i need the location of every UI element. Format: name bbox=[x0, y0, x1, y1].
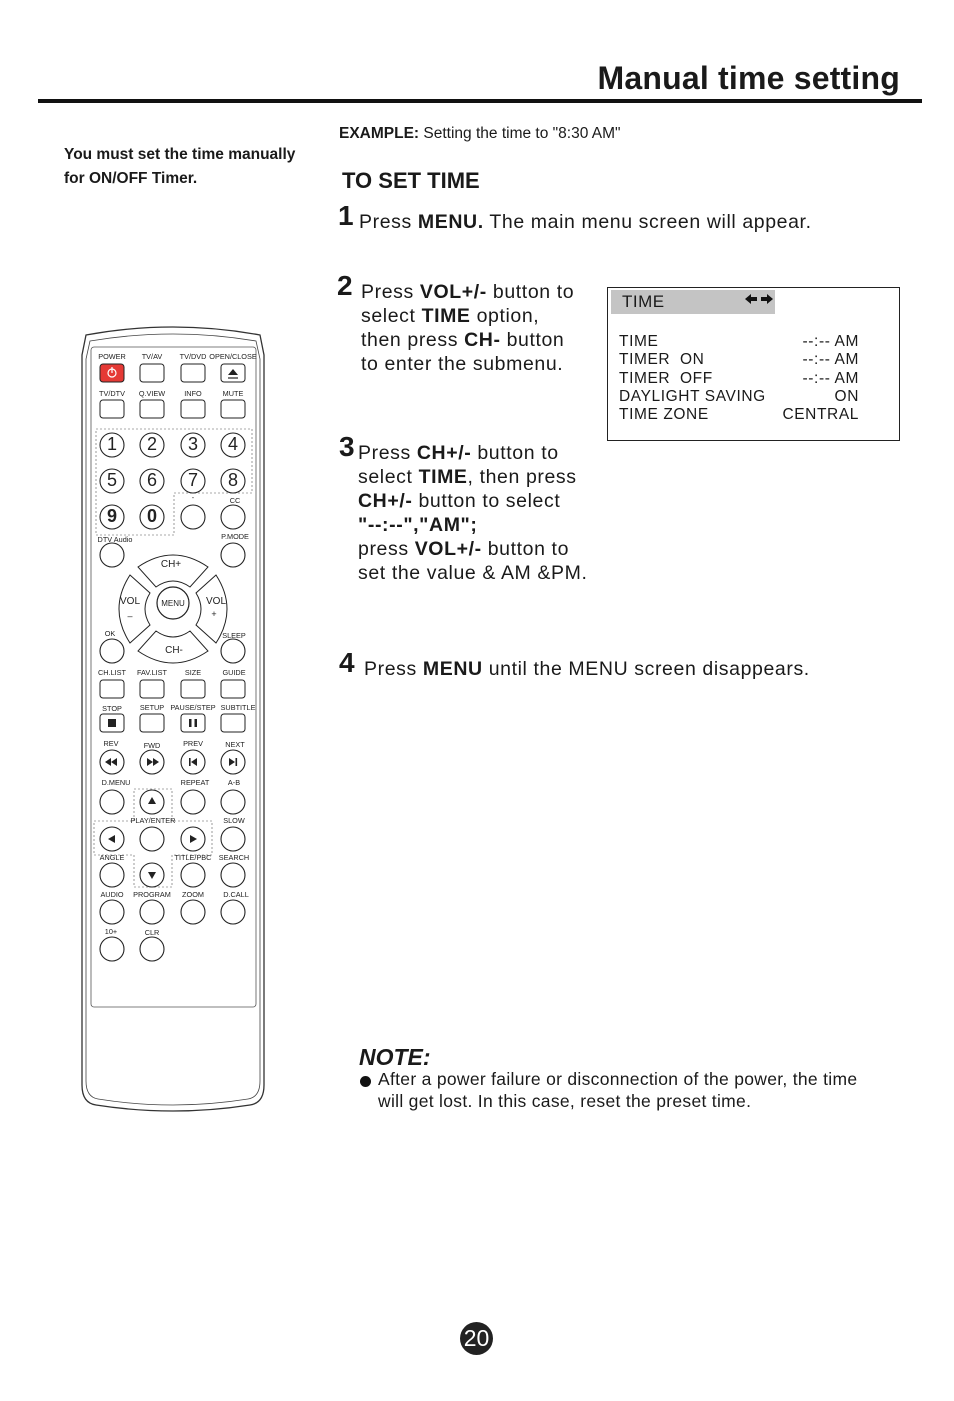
remote-label: CH- bbox=[165, 645, 183, 656]
remote-label: MUTE bbox=[222, 389, 244, 398]
remote-label: PLAY/ENTER bbox=[130, 816, 176, 825]
prev-icon-bar bbox=[189, 758, 191, 766]
tv-dvd-button bbox=[181, 364, 205, 382]
step-line bbox=[361, 328, 574, 352]
side-note bbox=[64, 143, 334, 191]
dvd-button-10 bbox=[181, 863, 205, 887]
remote-label: AUDIO bbox=[100, 890, 124, 899]
function-button-1 bbox=[140, 400, 164, 418]
remote-label: D.CALL bbox=[223, 890, 249, 899]
remote-label: - bbox=[191, 493, 195, 502]
remote-label: D.MENU bbox=[101, 778, 131, 787]
bullet-icon bbox=[360, 1076, 371, 1087]
remote-label: PROGRAM bbox=[133, 890, 171, 899]
dvd-button-13 bbox=[140, 900, 164, 924]
function-button-2 bbox=[181, 400, 205, 418]
step-line bbox=[359, 210, 812, 234]
remote-label: SETUP bbox=[139, 703, 165, 712]
step-segment: then press bbox=[361, 329, 465, 351]
menu-row bbox=[619, 333, 859, 351]
step-segment: set the value & AM &PM. bbox=[358, 562, 588, 584]
dvd-button-14 bbox=[181, 900, 205, 924]
dvd-button-0 bbox=[100, 790, 124, 814]
next-icon-bar bbox=[236, 758, 238, 766]
side-note-line: You must set the time manually bbox=[64, 146, 296, 163]
step-segment: Press bbox=[361, 281, 420, 303]
menu-row-value: --:-- AM bbox=[802, 351, 859, 368]
function-button-3 bbox=[221, 400, 245, 418]
digit-label: 8 bbox=[227, 470, 239, 490]
step-keyword: VOL+/- bbox=[414, 538, 482, 560]
menu-row bbox=[619, 388, 859, 406]
menu-row-label: TIMER ON bbox=[619, 351, 705, 368]
digit-label: 1 bbox=[106, 434, 118, 454]
remote-label: REPEAT bbox=[180, 778, 210, 787]
digit-label: 2 bbox=[146, 434, 158, 454]
remote-label: A-B bbox=[227, 778, 241, 787]
example bbox=[339, 125, 621, 143]
remote-label: TV/AV bbox=[141, 352, 163, 361]
remote-label: SUBTITLE bbox=[220, 703, 256, 712]
step-segment: select bbox=[361, 305, 422, 327]
menu-row bbox=[619, 370, 859, 388]
remote-control-illustration bbox=[80, 325, 266, 1115]
remote-label: CC bbox=[229, 496, 241, 505]
remote-label: CH+ bbox=[160, 559, 182, 570]
step-segment: button bbox=[500, 329, 565, 351]
playback-row-button-1 bbox=[140, 714, 164, 732]
menu-row-label: TIME bbox=[619, 333, 659, 350]
dvd-button-2 bbox=[181, 790, 205, 814]
remote-label: GUIDE bbox=[222, 668, 246, 677]
step-segment: button to bbox=[481, 538, 570, 560]
step-line bbox=[358, 561, 587, 585]
menu-row bbox=[619, 406, 859, 424]
title-rule bbox=[38, 99, 922, 103]
menu-row-label: TIMER OFF bbox=[619, 370, 713, 387]
menu-tab-label: TIME bbox=[622, 292, 665, 311]
function-button-0 bbox=[100, 400, 124, 418]
step-number: 2 bbox=[337, 270, 354, 301]
step-segment: press bbox=[358, 538, 415, 560]
dvd-button-5 bbox=[140, 827, 164, 851]
dvd-button-17 bbox=[140, 937, 164, 961]
menu-row-value: --:-- AM bbox=[802, 333, 859, 350]
step-number: 1 bbox=[338, 200, 355, 231]
step-line bbox=[361, 352, 574, 376]
remote-label: ANGLE bbox=[99, 853, 125, 862]
step-line bbox=[361, 280, 574, 304]
dvd-button-12 bbox=[100, 900, 124, 924]
p-mode-button bbox=[221, 543, 245, 567]
remote-label: OK bbox=[104, 629, 116, 638]
remote-label: STOP bbox=[102, 704, 122, 713]
menu-row-value: ON bbox=[834, 388, 859, 405]
menu-row-label: TIME ZONE bbox=[619, 406, 709, 423]
step-segment: until the MENU screen disappears. bbox=[482, 658, 810, 680]
vol-minus-label: – bbox=[127, 611, 133, 621]
step-keyword: TIME bbox=[421, 305, 471, 327]
step-line bbox=[358, 465, 587, 489]
step-text bbox=[361, 280, 574, 376]
playback-row-button-3 bbox=[221, 714, 245, 732]
digit-label: 6 bbox=[146, 470, 158, 490]
remote-label: FWD bbox=[143, 741, 161, 750]
remote-label: Q.VIEW bbox=[138, 389, 166, 398]
digit-label: 7 bbox=[187, 470, 199, 490]
step-segment: , then press bbox=[467, 466, 577, 488]
remote-label: SLOW bbox=[223, 816, 245, 825]
step-number: 3 bbox=[339, 431, 356, 462]
remote-label: SIZE bbox=[184, 668, 202, 677]
step-number: 4 bbox=[339, 647, 356, 678]
menu-row bbox=[619, 351, 859, 369]
stop-icon bbox=[108, 719, 116, 727]
example-label: EXAMPLE: bbox=[339, 125, 420, 142]
list-row-button-3 bbox=[221, 680, 245, 698]
remote-label: CH.LIST bbox=[98, 668, 126, 677]
remote-label: VOL bbox=[119, 596, 141, 607]
remote-label: REV bbox=[103, 739, 119, 748]
step-keyword: TIME bbox=[418, 466, 468, 488]
step-keyword: CH+/- bbox=[358, 490, 413, 512]
step-text bbox=[358, 441, 587, 585]
remote-label: ZOOM bbox=[182, 890, 204, 899]
remote-label: OPEN/CLOSE bbox=[209, 352, 257, 361]
ok-button bbox=[100, 639, 124, 663]
step-segment: option, bbox=[470, 305, 540, 327]
remote-label: MENU bbox=[161, 599, 185, 608]
menu-row-label: DAYLIGHT SAVING bbox=[619, 388, 766, 405]
remote-label: DTV Audio bbox=[97, 535, 133, 544]
step-segment: select bbox=[358, 466, 419, 488]
side-note-line: for ON/OFF Timer. bbox=[64, 170, 198, 187]
dvd-button-3 bbox=[221, 790, 245, 814]
dvd-button-11 bbox=[221, 863, 245, 887]
dvd-button-15 bbox=[221, 900, 245, 924]
step-keyword: MENU. bbox=[417, 211, 484, 233]
list-row-button-2 bbox=[181, 680, 205, 698]
remote-label: TV/DTV bbox=[99, 389, 125, 398]
section-heading: TO SET TIME bbox=[342, 168, 480, 193]
step-line bbox=[358, 441, 587, 465]
cc-button bbox=[221, 505, 245, 529]
step-segment: button to select bbox=[412, 490, 561, 512]
remote-label: SLEEP bbox=[222, 631, 246, 640]
step-segment: The main menu screen will appear. bbox=[483, 211, 812, 233]
page-number: 20 bbox=[460, 1322, 493, 1355]
remote-label: INFO bbox=[184, 389, 202, 398]
dvd-button-8 bbox=[100, 863, 124, 887]
pause-icon-b bbox=[195, 719, 198, 727]
remote-label: FAV.LIST bbox=[136, 668, 168, 677]
sleep-button bbox=[221, 639, 245, 663]
digit-label: 5 bbox=[106, 470, 118, 490]
step-segment: to enter the submenu. bbox=[361, 353, 564, 375]
remote-label: POWER bbox=[98, 352, 126, 361]
step-segment: Press bbox=[364, 658, 423, 680]
example-text: Setting the time to "8:30 AM" bbox=[423, 125, 621, 142]
step-keyword: VOL+/- bbox=[419, 281, 487, 303]
digit-label: 4 bbox=[227, 434, 239, 454]
menu-row-value: --:-- AM bbox=[802, 370, 859, 387]
step-text bbox=[359, 210, 812, 234]
menu-tab bbox=[611, 290, 775, 314]
dash-button bbox=[181, 505, 205, 529]
note-text: After a power failure or disconnection of the power, the time will get lost. In this case, reset the preset time. bbox=[378, 1069, 858, 1111]
step-keyword: MENU bbox=[422, 658, 483, 680]
step-segment: button to bbox=[471, 442, 559, 464]
remote-label: TV/DVD bbox=[179, 352, 207, 361]
digit-label: 9 bbox=[106, 506, 118, 526]
step-segment: button to bbox=[486, 281, 575, 303]
list-row-button-1 bbox=[140, 680, 164, 698]
step-keyword: CH+/- bbox=[416, 442, 472, 464]
step-line bbox=[358, 489, 587, 513]
remote-label: PREV bbox=[183, 739, 203, 748]
step-keyword: "--:--","AM"; bbox=[358, 514, 478, 536]
left-right-arrows-icon bbox=[745, 292, 773, 310]
digit-label: 0 bbox=[146, 506, 158, 526]
remote-label: 10+ bbox=[104, 927, 118, 936]
remote-label: TITLE/PBC bbox=[174, 853, 212, 862]
pause-icon-a bbox=[189, 719, 192, 727]
dvd-button-16 bbox=[100, 937, 124, 961]
page-title: Manual time setting bbox=[597, 60, 900, 96]
remote-label: PAUSE/STEP bbox=[170, 703, 216, 712]
dvd-button-7 bbox=[221, 827, 245, 851]
remote-label: P.MODE bbox=[221, 532, 249, 541]
step-keyword: CH- bbox=[464, 329, 501, 351]
vol-plus-label: + bbox=[211, 609, 217, 619]
step-line bbox=[358, 513, 587, 537]
playback-row-button-2 bbox=[181, 714, 205, 732]
step-text bbox=[364, 657, 810, 681]
remote-label: SEARCH bbox=[218, 853, 250, 862]
digit-label: 3 bbox=[187, 434, 199, 454]
step-line bbox=[364, 657, 810, 681]
remote-label: CLR bbox=[144, 928, 160, 937]
dtv-audio-button bbox=[100, 543, 124, 567]
tv-av-button bbox=[140, 364, 164, 382]
remote-label: VOL bbox=[205, 596, 227, 607]
menu-row-value: CENTRAL bbox=[782, 406, 859, 423]
step-segment: Press bbox=[359, 211, 418, 233]
left-right-arrows-icon-svg bbox=[745, 292, 773, 306]
menu-screen bbox=[607, 287, 900, 441]
step-line bbox=[358, 537, 587, 561]
note-heading: NOTE: bbox=[359, 1044, 431, 1070]
step-line bbox=[361, 304, 574, 328]
list-row-button-0 bbox=[100, 680, 124, 698]
step-segment: Press bbox=[358, 442, 417, 464]
remote-label: NEXT bbox=[225, 740, 245, 749]
